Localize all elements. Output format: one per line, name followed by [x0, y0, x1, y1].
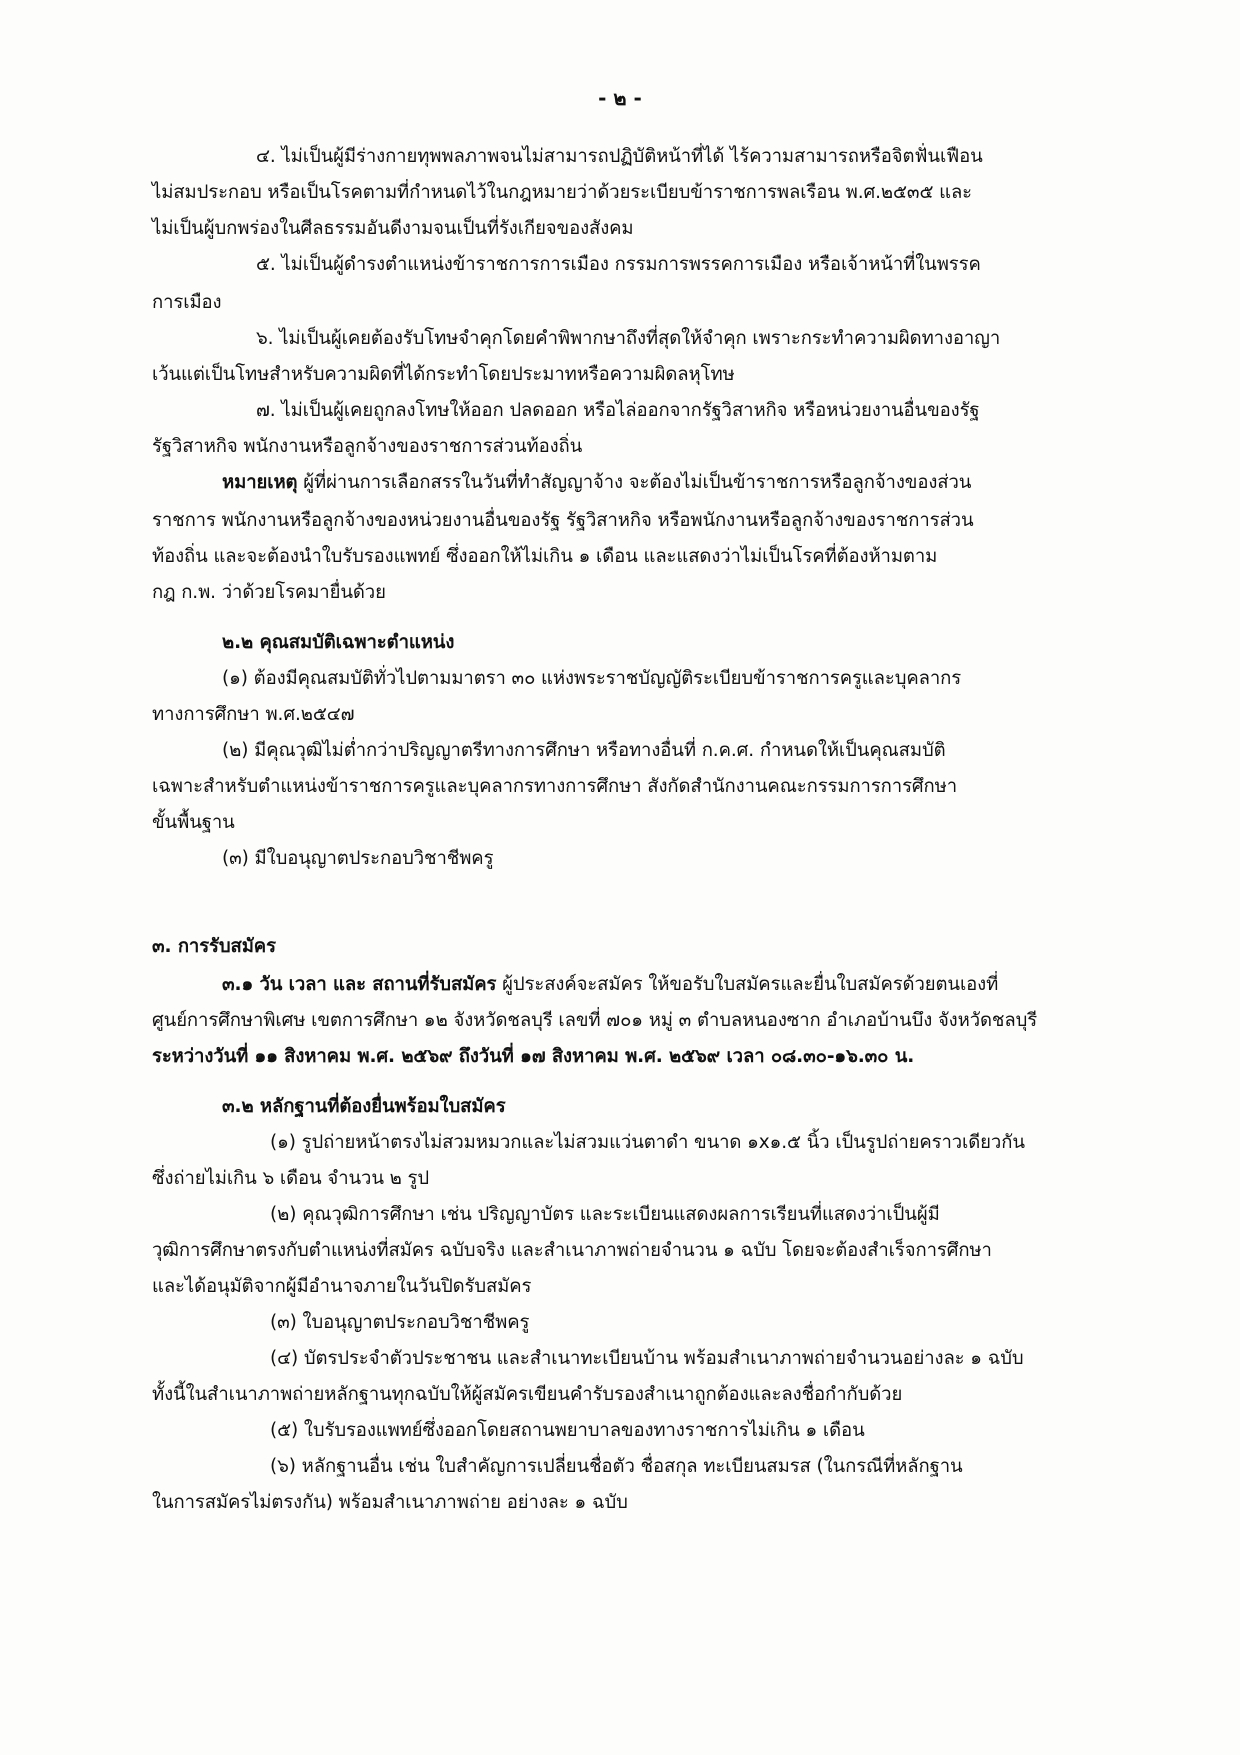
note-text: ผู้ที่ผ่านการเลือกสรรในวันที่ทำสัญญาจ้าง จะต้องไม่เป็นข้าราชการหรือลูกจ้างของส่วน	[297, 472, 972, 493]
item-7-line-1: ๗. ไม่เป็นผู้เคยถูกลงโทษให้ออก ปลดออก หรือไล่ออกจากรัฐวิสาหกิจ หรือหน่วยงานอื่นของรัฐ	[256, 400, 980, 421]
note-line-1	[222, 470, 971, 496]
section-2-2-heading: ๒.๒ คุณสมบัติเฉพาะตำแหน่ง	[222, 632, 455, 653]
item-7-line-2: รัฐวิสาหกิจ พนักงานหรือลูกจ้างของราชการส่วนท้องถิ่น	[152, 436, 583, 457]
evidence-1-line-2: ซึ่งถ่ายไม่เกิน ๖ เดือน จำนวน ๒ รูป	[152, 1168, 430, 1189]
evidence-6-line-2: ในการสมัครไม่ตรงกัน) พร้อมสำเนาภาพถ่าย อย่างละ ๑ ฉบับ	[152, 1492, 628, 1513]
item-4-line-3: ไม่เป็นผู้บกพร่องในศีลธรรมอันดีงามจนเป็นที่รังเกียจของสังคม	[152, 218, 634, 239]
evidence-2-line-3: และได้อนุมัติจากผู้มีอำนาจภายในวันปิดรับสมัคร	[152, 1276, 532, 1297]
qual-2-line-3: ขั้นพื้นฐาน	[152, 812, 235, 833]
qual-2-line-1: (๒) มีคุณวุฒิไม่ต่ำกว่าปริญญาตรีทางการศึกษา หรือทางอื่นที่ ก.ค.ศ. กำหนดให้เป็นคุณสมบัติ	[222, 740, 946, 761]
section-3-2-heading: ๓.๒ หลักฐานที่ต้องยื่นพร้อมใบสมัคร	[222, 1096, 506, 1117]
qual-2-line-2: เฉพาะสำหรับตำแหน่งข้าราชการครูและบุคลากรทางการศึกษา สังกัดสำนักงานคณะกรรมการการศึกษา	[152, 776, 958, 797]
qual-1-line-2: ทางการศึกษา พ.ศ.๒๕๔๗	[152, 704, 355, 725]
section-3-1-text: ผู้ประสงค์จะสมัคร ให้ขอรับใบสมัครและยื่นใบสมัครด้วยตนเองที่	[496, 974, 999, 995]
evidence-5-line-1: (๕) ใบรับรองแพทย์ซึ่งออกโดยสถานพยาบาลของทางราชการไม่เกิน ๑ เดือน	[270, 1420, 865, 1441]
qual-1-line-1: (๑) ต้องมีคุณสมบัติทั่วไปตามมาตรา ๓๐ แห่งพระราชบัญญัติระเบียบข้าราชการครูและบุคลากร	[222, 668, 962, 689]
note-line-2: ราชการ พนักงานหรือลูกจ้างของหน่วยงานอื่นของรัฐ รัฐวิสาหกิจ หรือพนักงานหรือลูกจ้างของราชการส่วน	[152, 510, 974, 531]
evidence-4-line-1: (๔) บัตรประจำตัวประชาชน และสำเนาทะเบียนบ้าน พร้อมสำเนาภาพถ่ายจำนวนอย่างละ ๑ ฉบับ	[270, 1348, 1024, 1369]
section-3-1-label: ๓.๑ วัน เวลา และ สถานที่รับสมัคร	[222, 974, 497, 995]
item-6-line-1: ๖. ไม่เป็นผู้เคยต้องรับโทษจำคุกโดยคำพิพากษาถึงที่สุดให้จำคุก เพราะกระทำความผิดทางอาญา	[256, 328, 1001, 349]
evidence-1-line-1: (๑) รูปถ่ายหน้าตรงไม่สวมหมวกและไม่สวมแว่นตาดำ ขนาด ๑x๑.๕ นิ้ว เป็นรูปถ่ายคราวเดียวกัน	[270, 1132, 1025, 1153]
section-3-1-line-1	[222, 972, 998, 998]
evidence-2-line-1: (๒) คุณวุฒิการศึกษา เช่น ปริญญาบัตร และระเบียนแสดงผลการเรียนที่แสดงว่าเป็นผู้มี	[270, 1204, 940, 1225]
note-line-3: ท้องถิ่น และจะต้องนำใบรับรองแพทย์ ซึ่งออกให้ไม่เกิน ๑ เดือน และแสดงว่าไม่เป็นโรคที่ต้องห้ามตาม	[152, 546, 938, 567]
section-3-heading: ๓. การรับสมัคร	[152, 936, 276, 957]
evidence-3-line-1: (๓) ใบอนุญาตประกอบวิชาชีพครู	[270, 1312, 530, 1333]
item-4-line-1: ๔. ไม่เป็นผู้มีร่างกายทุพพลภาพจนไม่สามารถปฏิบัติหน้าที่ได้ ไร้ความสามารถหรือจิตฟั่นเฟือน	[256, 146, 983, 167]
item-5-line-2: การเมือง	[152, 292, 222, 313]
evidence-4-line-2: ทั้งนี้ในสำเนาภาพถ่ายหลักฐานทุกฉบับให้ผู้สมัครเขียนคำรับรองสำเนาถูกต้องและลงชื่อกำกับด้วย	[152, 1384, 903, 1405]
qual-3-line-1: (๓) มีใบอนุญาตประกอบวิชาชีพครู	[222, 848, 494, 869]
section-3-1-line-2: ศูนย์การศึกษาพิเศษ เขตการศึกษา ๑๒ จังหวัดชลบุรี เลขที่ ๗๐๑ หมู่ ๓ ตำบลหนองซาก อำเภอบ้านบึง จังหวัดชลบุรี	[152, 1010, 1038, 1031]
evidence-2-line-2: วุฒิการศึกษาตรงกับตำแหน่งที่สมัคร ฉบับจริง และสำเนาภาพถ่ายจำนวน ๑ ฉบับ โดยจะต้องสำเร็จการศึกษา	[152, 1240, 992, 1261]
item-4-line-2: ไม่สมประกอบ หรือเป็นโรคตามที่กำหนดไว้ในกฎหมายว่าด้วยระเบียบข้าราชการพลเรือน พ.ศ.๒๕๓๕ และ	[152, 182, 973, 203]
evidence-6-line-1: (๖) หลักฐานอื่น เช่น ใบสำคัญการเปลี่ยนชื่อตัว ชื่อสกุล ทะเบียนสมรส (ในกรณีที่หลักฐาน	[270, 1456, 963, 1477]
note-line-4: กฎ ก.พ. ว่าด้วยโรคมายื่นด้วย	[152, 582, 386, 603]
page-number: - ๒ -	[598, 86, 642, 110]
note-label: หมายเหตุ	[222, 472, 298, 493]
section-3-1-line-3: ระหว่างวันที่ ๑๑ สิงหาคม พ.ศ. ๒๕๖๙ ถึงวันที่ ๑๗ สิงหาคม พ.ศ. ๒๕๖๙ เวลา ๐๘.๓๐-๑๖.๓๐ น.	[152, 1046, 915, 1067]
item-6-line-2: เว้นแต่เป็นโทษสำหรับความผิดที่ได้กระทำโดยประมาทหรือความผิดลหุโทษ	[152, 364, 735, 385]
item-5-line-1: ๕. ไม่เป็นผู้ดำรงตำแหน่งข้าราชการการเมือง กรรมการพรรคการเมือง หรือเจ้าหน้าที่ในพรรค	[256, 254, 981, 275]
